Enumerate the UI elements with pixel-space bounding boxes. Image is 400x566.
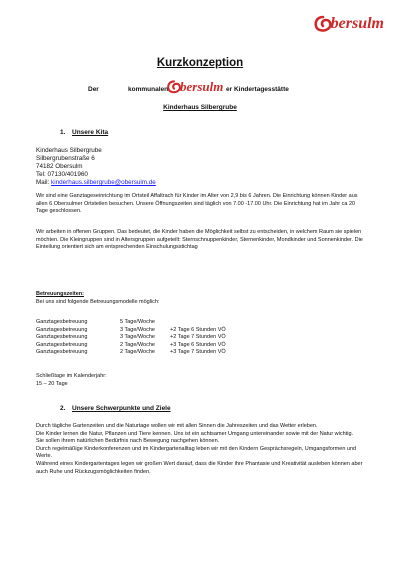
table-cell bbox=[170, 319, 226, 327]
table-cell: Ganztagesbetreuung bbox=[36, 326, 88, 333]
table-cell: Ganztagesbetreuung bbox=[36, 349, 88, 356]
section-2-heading bbox=[60, 405, 171, 412]
table-cell: 3 Tage/Woche bbox=[120, 334, 155, 341]
care-times-heading: Betreuungszeiten: bbox=[36, 291, 84, 297]
care-times-table-wrap bbox=[36, 319, 366, 357]
closing-days-label: Schließtage im Kalenderjahr: bbox=[36, 373, 107, 379]
address-line: Silbergrubenstraße 6 bbox=[36, 155, 95, 163]
address-line: Kinderhaus Silbergrube bbox=[36, 147, 102, 154]
table-cell: +2 Tage 6 Stunden VÖ bbox=[170, 326, 226, 333]
obersulm-logo bbox=[313, 14, 384, 34]
section-2-line: Während eines Kindergartentages legen wir großen Wert darauf, dass die Kinder ihre Phantasie und Kreativität ausleben können aber auch Ruhe und Rückzugsmöglichkeiten finden. bbox=[36, 460, 363, 475]
address-block bbox=[36, 147, 366, 187]
document-title: Kurzkonzeption bbox=[156, 57, 244, 69]
document-subtitle: Kinderhaus Silbergrube bbox=[163, 104, 237, 111]
table-cell: Ganztagesbetreuung bbox=[36, 319, 88, 325]
section-1-heading bbox=[60, 129, 108, 136]
closing-days-value: 15 – 20 Tage bbox=[36, 380, 68, 387]
care-times-block bbox=[36, 291, 366, 306]
table-cell: Ganztagesbetreuung bbox=[36, 334, 88, 341]
section-2-number: 2. bbox=[60, 405, 66, 412]
table-cell: +2 Tage 7 Stunden VÖ bbox=[170, 334, 226, 341]
subline-word-2: kommunalen bbox=[128, 86, 169, 93]
paragraph-text: Wir arbeiten in offenen Gruppen. Das bedeutet, die Kinder haben die Möglichkeit selbst zu entscheiden, in welchem Raum sie spielen möchten. Die Kleingruppen sind in Altersgruppen aufgeteilt: Sternschnuppenkinder, Sternenkinder, Mondkinder und Sonnenkinder. Die Einteilung orientiert sich am entsprechenden Einschulungsstichtag bbox=[36, 229, 363, 251]
inline-logo-text: bersulm bbox=[180, 79, 224, 94]
table-cell: +3 Tage 6 Stunden VÖ bbox=[170, 341, 226, 348]
section-2-line: Die Kinder lernen die Natur, Pflanzen und Tiere kennen. Uns ist ein achtsamer Umgang untereinander sowie mit der Natur wichtig. bbox=[36, 430, 354, 437]
section-1-paragraph-2 bbox=[36, 229, 366, 252]
table-row bbox=[36, 319, 226, 327]
table-cell: 2 Tage/Woche bbox=[120, 341, 155, 348]
subline-word-1: Der bbox=[88, 86, 99, 93]
section-2-line: Durch regelmäßige Kinderkonferenzen und im Kindergartenalltag leben wir mit den Kindern Gesprächsregeln, Umgangsformen und Werte. bbox=[36, 445, 357, 460]
table-cell: +3 Tage 7 Stunden VÖ bbox=[170, 349, 226, 356]
section-1-number: 1. bbox=[60, 129, 66, 136]
logo-text: bersulm bbox=[330, 15, 384, 32]
mail-link[interactable]: kinderhaus.silbergrube@obersulm.de bbox=[51, 179, 156, 187]
address-line: 74182 Obersulm bbox=[36, 163, 83, 171]
care-times-intro: Bei uns sind folgende Betreuungsmodelle möglich: bbox=[36, 298, 160, 305]
table-row bbox=[36, 349, 226, 357]
care-times-table bbox=[36, 319, 226, 357]
table-row bbox=[36, 334, 226, 342]
section-2-line: Durch tägliche Gartenzeiten und die Naturtage wollen wir mit allen Sinnen die Jahreszeiten und das Wetter erleben. bbox=[36, 423, 318, 429]
section-2-body bbox=[36, 423, 366, 476]
obersulm-swirl-icon bbox=[313, 14, 333, 34]
mail-line bbox=[36, 179, 366, 187]
subline bbox=[88, 81, 328, 99]
section-2-title: Unsere Schwerpunkte und Ziele bbox=[72, 405, 171, 412]
table-cell: 2 Tage/Woche bbox=[120, 349, 155, 356]
subline-word-3: er Kindertagesstätte bbox=[226, 86, 289, 93]
table-cell: Ganztagesbetreuung bbox=[36, 341, 88, 348]
inline-obersulm-logo bbox=[166, 79, 223, 95]
section-1-paragraph-1 bbox=[36, 193, 366, 216]
section-2-line: Sie sollen ihrem natürlichen Bedürfnis nach Bewegung nachgehen können. bbox=[36, 438, 220, 445]
table-cell: 5 Tage/Woche bbox=[120, 319, 155, 325]
paragraph-text: Wir sind eine Ganztageseinrichtung im Ortsteil Affaltrach für Kinder im Alter von 2,9 bis 6 Jahren. Die Einrichtung können Kinder aus allen 6 Obersulmer Ortsteilen besuchen. Unsere Öffnungszeiten sind täglich von 7.00 -17.00 Uhr. Die Einrichtung hat im Jahr ca 20 Tage geschlossen. bbox=[36, 193, 358, 215]
mail-label: Mail: bbox=[36, 179, 52, 187]
section-1-title: Unsere Kita bbox=[72, 129, 109, 136]
table-cell: 3 Tage/Woche bbox=[120, 326, 155, 333]
closing-days-block bbox=[36, 373, 366, 388]
address-line: Tel: 07130/401960 bbox=[36, 171, 88, 179]
